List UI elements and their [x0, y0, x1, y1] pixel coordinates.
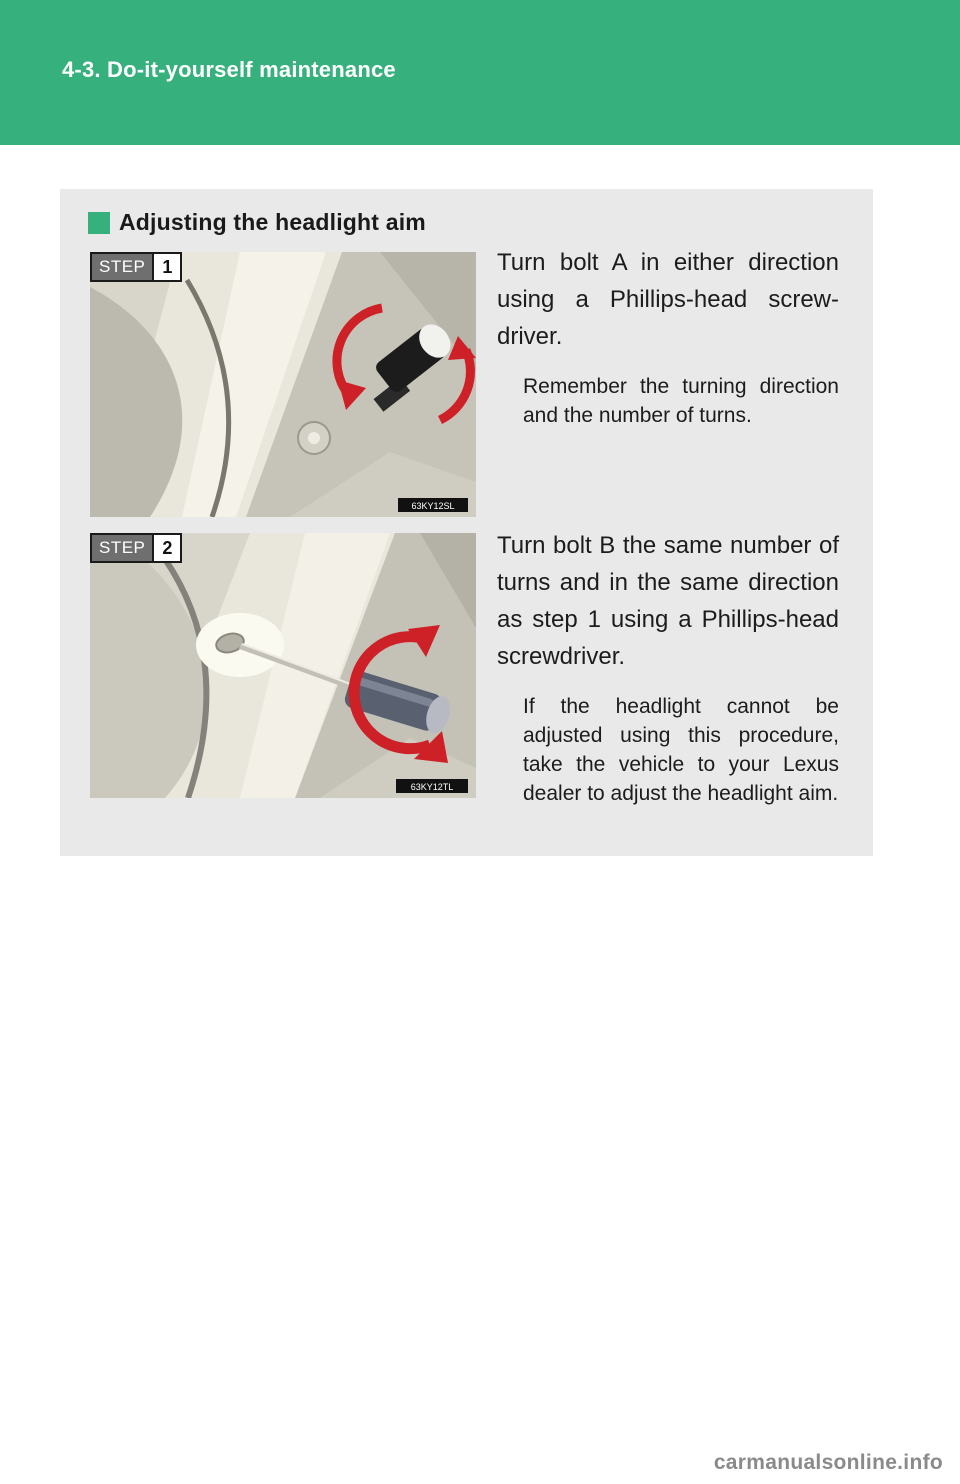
step1-badge-label: STEP [92, 254, 152, 280]
step2-note: If the headlight cannot be adjusted using this procedure, take the vehicle to your Lexus dealer to adjust the headlight aim. [523, 695, 839, 805]
square-bullet-icon [88, 212, 110, 234]
step1-instruction: Turn bolt A in either direction using a Phillips-head screw-driver. [497, 249, 839, 350]
step2-instruction: Turn bolt B the same number of turns and in the same direction as step 1 using a Phillips-head screwdriver. [497, 532, 839, 670]
step1-badge [90, 252, 182, 282]
chapter-title: 4-3. Do-it-yourself maintenance [62, 57, 396, 82]
step1-badge-number: 1 [152, 254, 180, 280]
step1-figure [90, 252, 476, 517]
headlight-photo-step1 [90, 252, 476, 517]
step2-text [497, 527, 839, 808]
section-title: Adjusting the headlight aim [119, 209, 426, 235]
watermark-text: carmanualsonline.info [713, 1451, 943, 1474]
step2-badge-label: STEP [92, 535, 152, 561]
figure-code-step1: 63KY12SL [411, 501, 455, 511]
headlight-photo-step2 [90, 533, 476, 798]
adjustment-gear-icon [298, 422, 330, 454]
step2-badge [90, 533, 182, 563]
step1-text [497, 244, 839, 430]
chapter-header-band [0, 0, 960, 145]
content-box [60, 189, 873, 856]
section-heading [88, 209, 426, 236]
figure-code-step2: 63KY12TL [410, 782, 454, 792]
step1-note: Remember the turning direction and the number of turns. [523, 375, 839, 427]
step2-badge-number: 2 [152, 535, 180, 561]
step2-figure [90, 533, 476, 798]
